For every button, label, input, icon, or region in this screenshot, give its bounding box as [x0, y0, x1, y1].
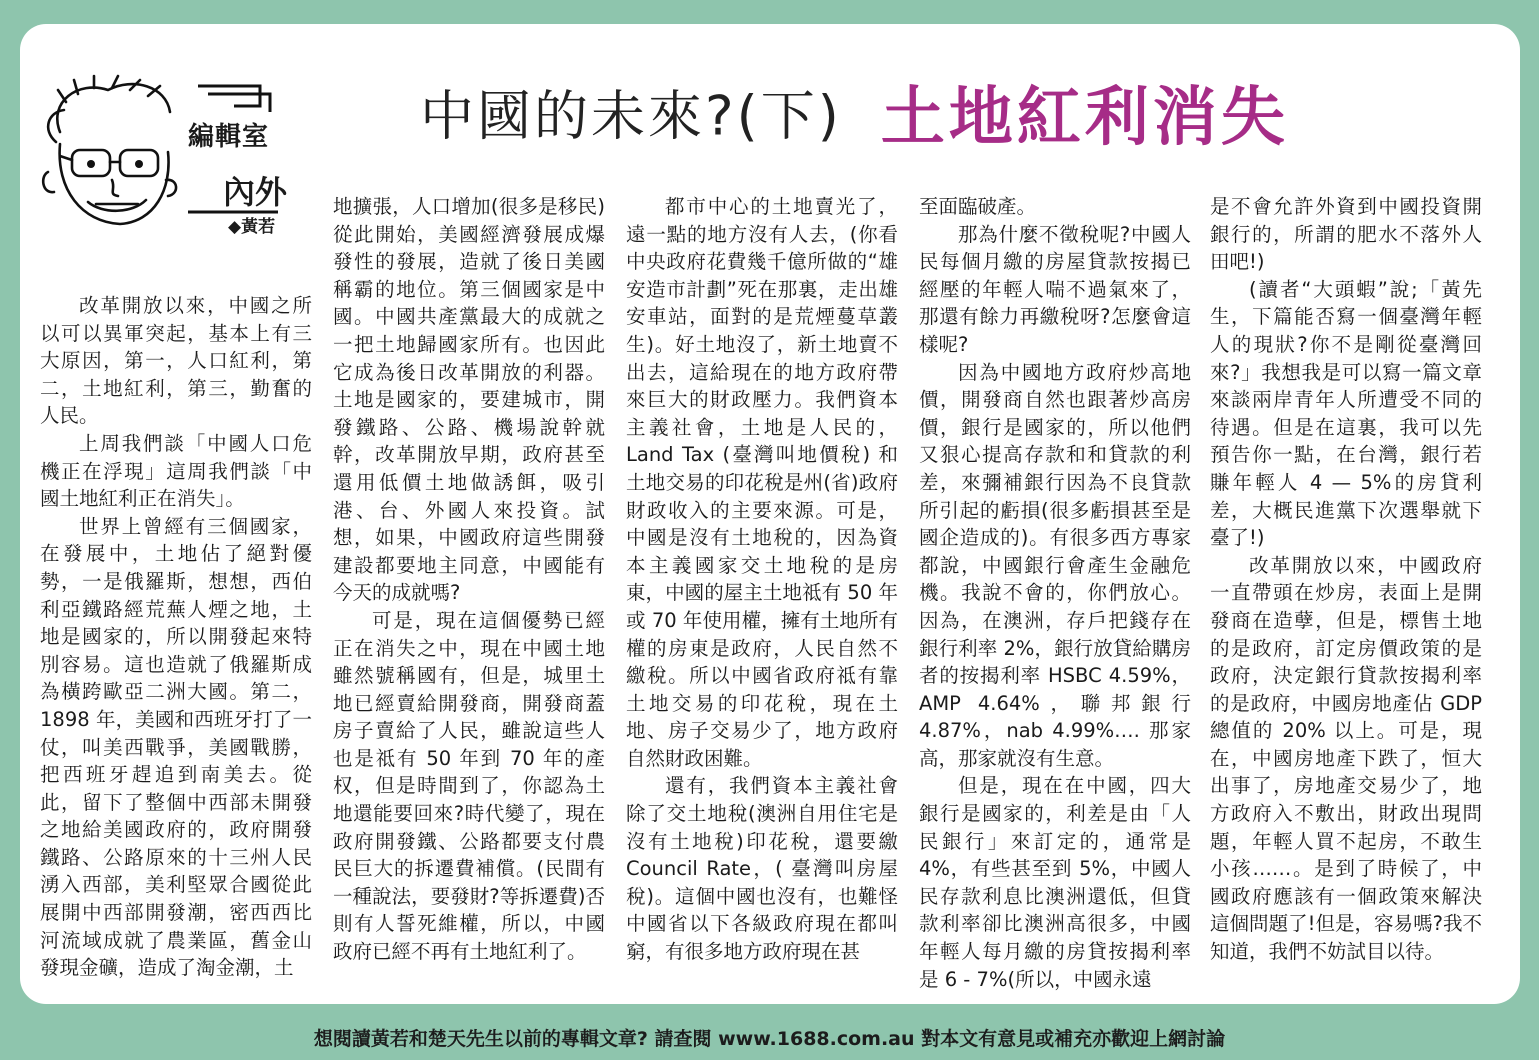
paragraph: 還有，我們資本主義社會除了交土地稅(澳洲自用住宅是沒有土地稅)印花稅，還要繳 Council Rate，( 臺灣叫房屋稅)。這個中國也沒有，也難怪中國省以下各級政府現在都叫窮，有很多地方政府現在甚 [626, 774, 898, 964]
paragraph: 上周我們談「中國人口危機正在浮現」這周我們談「中國土地紅利正在消失」。 [40, 431, 312, 511]
paragraph: 至面臨破產。 [919, 195, 1037, 218]
paragraph: 可是，現在這個優勢已經正在消失之中，現在中國土地雖然號稱國有，但是，城里土地已經賣給開發商，開發商蓋房子賣給了人民，雖說這些人也是祗有 50 年到 70 年的產权，但是時間到了，你認為土地還能要回來?時代變了，現在政府開發鐵、公路都要支付農民巨大的拆遷費補償。(民間有一種說法，要發財?等拆遷費)否則有人誓死維權，所以，中國政府已經不再有土地紅利了。 [333, 608, 605, 964]
column-logo-subtitle: 內外 [223, 173, 288, 211]
paragraph: 改革開放以來，中國政府一直帶頭在炒房，表面上是開發商在造孽，但是，標售土地的是政府，訂定房價政策的是政府，決定銀行貸款按揭利率的是政府，中國房地產佔 GDP 總值的 20% 以上。可是，現在，中國房地產下跌了，恒大出事了，房地產交易少了，地方政府入不敷出，財政出現問題，年輕人買不起房，不敢生小孩……。是到了時候了，中國政府應該有一個政策來解決這個問題了!但是，容易嗎?我不知道，我們不妨試目以待。 [1210, 553, 1482, 964]
author-byline: ◆黃若 [228, 217, 276, 237]
paragraph: 改革開放以來，中國之所以可以異軍突起，基本上有三大原因，第一，人口紅利，第二，土地紅利，第三，勤奮的人民。 [40, 294, 312, 428]
headline-prefix: 中國的未來?(下) [420, 84, 842, 148]
article-column-2 [333, 193, 605, 966]
footer-note: 想閱讀黃若和楚天先生以前的專輯文章? 請查閱 www.1688.com.au 對本文有意見或補充亦歡迎上網討論 [313, 1028, 1226, 1050]
paragraph: 地擴張，人口增加(很多是移民)從此開始，美國經濟發展成爆發性的發展，造就了後日美國稱霸的地位。第三個國家是中國。中國共產黨最大的成就之一把土地歸國家所有。也因此它成為後日改革開放的利器。土地是國家的，要建城市，開發鐵路、公路、機場說幹就幹，改革開放早期，政府甚至還用低價土地做誘餌，吸引港、台、外國人來投資。試想，如果，中國政府這些開發建設都要地主同意，中國能有今天的成就嗎? [333, 195, 605, 605]
article-column-3 [626, 193, 898, 966]
article-column-1 [40, 292, 312, 982]
article-column-4 [919, 193, 1191, 993]
headline-main: 土地紅利消失 [880, 81, 1289, 155]
article-column-5 [1210, 193, 1482, 966]
paragraph: (讀者“大頭蝦”說;「黃先生，下篇能否寫一個臺灣年輕人的現狀?你不是剛從臺灣回來?」我想我是可以寫一篇文章來談兩岸青年人所遭受不同的待遇。但是在這裏，我可以先預告你一點，在台灣，銀行若賺年輕人 4 — 5%的房貸利差，大概民進黨下次選舉就下臺了!) [1210, 277, 1482, 550]
paragraph: 但是，現在在中國，四大銀行是國家的，利差是由「人民銀行」來訂定的，通常是 4%，有些甚至到 5%，中國人民存款利息比澳洲還低，但貸款利率卻比澳洲高很多，中國年輕人每月繳的房貸按揭利率 是 6 - 7%(所以，中國永遠 [919, 774, 1191, 991]
paragraph: 因為中國地方政府炒高地價，開發商自然也跟著炒高房價，銀行是國家的，所以他們又狠心提高存款和和貸款的利差，來彌補銀行因為不良貸款所引起的虧損(很多虧損甚至是國企造成的)。有很多西方專家都說，中國銀行會產生金融危機。我說不會的，你們放心。因為，在澳洲，存戶把錢存在銀行利率 2%，銀行放貸給購房者的按揭利率 HSBC 4.59%，AMP 4.64%，聯邦銀行 4.87%，nab 4.99%…. 那家高，那家就沒有生意。 [919, 360, 1191, 770]
paragraph: 都市中心的土地賣光了，遠一點的地方沒有人去，(你看中央政府花費幾千億所做的“雄安造市計劃”死在那裏，走出雄安車站，面對的是荒煙蔓草叢生)。好土地沒了，新土地賣不出去，這給現在的地方政府帶來巨大的財政壓力。我們資本主義社會，土地是人民的，Land Tax (臺灣叫地價稅) 和 土地交易的印花稅是州(省)政府財政收入的主要來源。可是，中國是沒有土地稅的，因為資本主義國家交土地稅的是房東，中國的屋主土地祗有 50 年或 70 年使用權，擁有土地所有權的房東是政府，人民自然不繳稅。所以中國省政府祗有靠土地交易的印花稅，現在土地、房子交易少了，地方政府自然財政困難。 [626, 195, 898, 770]
headline [420, 66, 1289, 156]
paragraph: 是不會允許外資到中國投資開銀行的，所謂的肥水不落外人田吧!) [1210, 195, 1482, 274]
column-logo [38, 72, 288, 242]
paragraph: 那為什麼不徵稅呢?中國人民每個月繳的房屋貸款按揭已經壓的年輕人喘不過氣來了，那還有餘力再繳稅呀?怎麼會這樣呢? [919, 222, 1191, 356]
paragraph: 世界上曾經有三個國家，在發展中，土地佔了絕對優勢，一是俄羅斯，想想，西伯利亞鐵路經荒蕪人煙之地，土地是國家的，所以開發起來特別容易。這也造就了俄羅斯成為橫跨歐亞二洲大國。第二，1898 年，美國和西班牙打了一仗，叫美西戰爭，美國戰勝，把西班牙趕追到南美去。從此，留下了整個中西部未開發之地給美國政府的，政府開發鐵路、公路原來的十三州人民湧入西部，美利堅眾合國從此展開中西部開發潮，密西西比河流域成就了農業區，舊金山發現金礦，造成了淘金潮，土 [40, 514, 312, 980]
column-logo-title: 編輯室 [188, 122, 270, 152]
